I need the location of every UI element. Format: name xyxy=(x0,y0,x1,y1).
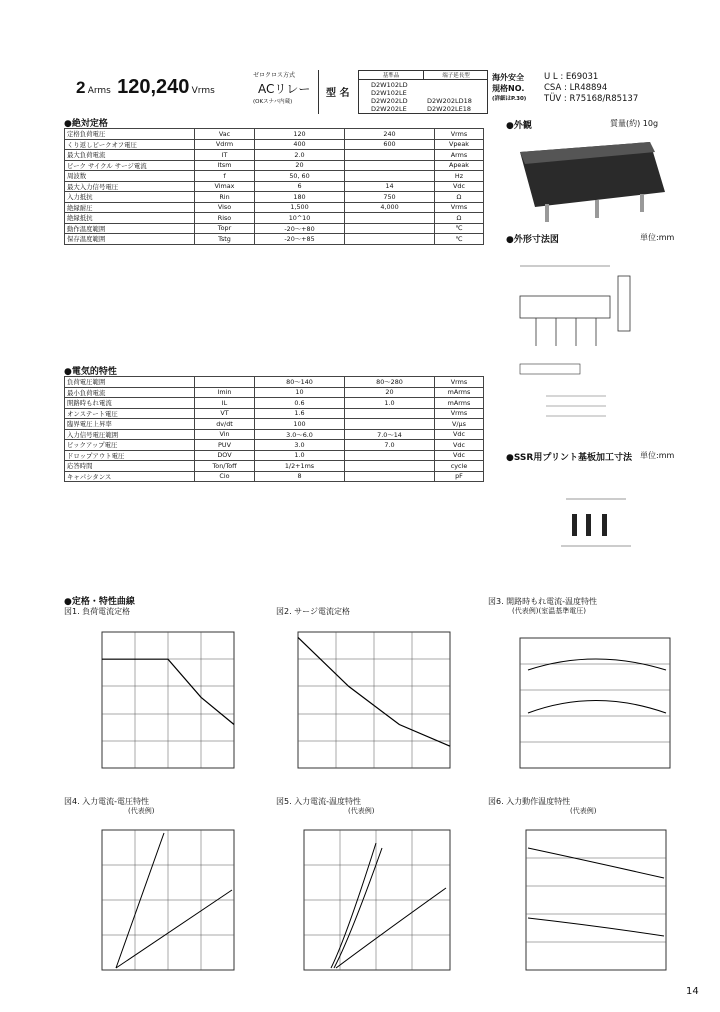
pin xyxy=(545,204,549,222)
pin xyxy=(595,200,599,218)
cell xyxy=(345,419,435,430)
model-label: 型 名 xyxy=(326,88,350,99)
product-note: (OKスナバ内蔵) xyxy=(253,99,293,105)
electrical-table xyxy=(64,376,484,482)
cell: 8 xyxy=(255,471,345,482)
cell: DOV xyxy=(195,450,255,461)
cell: Rin xyxy=(195,192,255,203)
cell: 定格負荷電圧 xyxy=(65,129,195,140)
table-row xyxy=(65,129,484,140)
cell: 絶縁抵抗 xyxy=(65,213,195,224)
cell: 最大負荷電流 xyxy=(65,150,195,161)
safety-numbers xyxy=(544,72,638,105)
cell: 180 xyxy=(255,192,345,203)
table-row xyxy=(65,223,484,234)
gridlines xyxy=(102,632,234,768)
cell: Vdc xyxy=(435,450,484,461)
ul-number: U L : E69031 xyxy=(544,72,599,82)
current-unit: Arms xyxy=(87,86,111,96)
hole xyxy=(572,514,577,536)
cell: Tstg xyxy=(195,234,255,245)
graph1 xyxy=(64,618,244,783)
table-row xyxy=(65,171,484,182)
curve-upper xyxy=(528,659,666,670)
graph4 xyxy=(64,818,244,983)
table-row xyxy=(65,461,484,472)
cell: 動作温度範囲 xyxy=(65,223,195,234)
relay-photo xyxy=(500,132,670,227)
cell: 600 xyxy=(345,139,435,150)
cell: 最小負荷電流 xyxy=(65,387,195,398)
cell: Vrms xyxy=(435,129,484,140)
table-row xyxy=(65,213,484,224)
graph3-title: 図3. 開路時もれ電流-温度特性 xyxy=(488,597,598,606)
cell: f xyxy=(195,171,255,182)
col1-head: 基準品 xyxy=(359,71,424,80)
cell: IT xyxy=(195,150,255,161)
hole xyxy=(602,514,607,536)
tuv-number: TÜV : R75168/R85137 xyxy=(544,94,639,104)
model: D2W202LD18 xyxy=(427,97,472,105)
cell: 7.0～14 xyxy=(345,429,435,440)
cell: Vdc xyxy=(435,181,484,192)
side-outline xyxy=(618,276,630,331)
cell xyxy=(345,234,435,245)
cell: 6 xyxy=(255,181,345,192)
hole xyxy=(586,514,591,536)
table-row xyxy=(65,181,484,192)
cell: Vrms xyxy=(435,202,484,213)
cell: PUV xyxy=(195,440,255,451)
cell: dv/dt xyxy=(195,419,255,430)
cell: cycle xyxy=(435,461,484,472)
cell xyxy=(345,223,435,234)
table-row xyxy=(65,398,484,409)
cell: オンステート電圧 xyxy=(65,408,195,419)
graph5-title: 図5. 入力電流-温度特性 xyxy=(276,797,362,806)
cell xyxy=(345,171,435,182)
cell: Vac xyxy=(195,129,255,140)
cell: mArms xyxy=(435,387,484,398)
cell: VT xyxy=(195,408,255,419)
graphs-title: ●定格・特性曲線 xyxy=(64,597,135,607)
cell: 1.6 xyxy=(255,408,345,419)
table-row xyxy=(65,408,484,419)
cell: 負荷電圧範囲 xyxy=(65,377,195,388)
cell: 3.0～6.0 xyxy=(255,429,345,440)
cell xyxy=(345,450,435,461)
cell: 7.0 xyxy=(345,440,435,451)
cell: 100 xyxy=(255,419,345,430)
gridlines xyxy=(520,664,670,742)
dim-title: ●外形寸法図 xyxy=(506,235,559,245)
safety-sub: 規格NO. xyxy=(492,84,525,93)
cell: 開路時もれ電流 xyxy=(65,398,195,409)
graph3-sub: (代表例)(室温基準電圧) xyxy=(512,607,586,615)
cell: pF xyxy=(435,471,484,482)
dimension-drawing xyxy=(506,246,686,436)
safety-labels xyxy=(492,72,526,105)
table-row xyxy=(65,440,484,451)
table-row xyxy=(65,450,484,461)
cell: 4,000 xyxy=(345,202,435,213)
table-row xyxy=(65,471,484,482)
cell: 最大入力信号電圧 xyxy=(65,181,195,192)
cell: 80～280 xyxy=(345,377,435,388)
graph6 xyxy=(488,818,678,983)
pcb-title: ●SSR用プリント基板加工寸法 xyxy=(506,453,632,463)
cell: ピックアップ電圧 xyxy=(65,440,195,451)
cell xyxy=(195,377,255,388)
graph2-title: 図2. サージ電流定格 xyxy=(276,607,351,616)
cell: 14 xyxy=(345,181,435,192)
graph6-sub: (代表例) xyxy=(570,807,597,815)
cell: 入力信号電圧範囲 xyxy=(65,429,195,440)
product-name: ACリレー xyxy=(258,82,311,96)
cell: 1.0 xyxy=(255,450,345,461)
graph5-sub: (代表例) xyxy=(348,807,375,815)
cell: -20～+80 xyxy=(255,223,345,234)
plot-frame xyxy=(526,830,666,970)
cell: 保存温度範囲 xyxy=(65,234,195,245)
cell: 0.6 xyxy=(255,398,345,409)
cell: Vrms xyxy=(435,408,484,419)
cell: 2.0 xyxy=(255,150,345,161)
graph2 xyxy=(276,618,456,783)
table-row xyxy=(65,429,484,440)
model: D2W102LE xyxy=(371,89,407,97)
cell: mArms xyxy=(435,398,484,409)
page-number: 14 xyxy=(686,986,699,997)
csa-number: CSA : LR48894 xyxy=(544,83,608,93)
curve-a xyxy=(331,843,376,968)
curve-dropout xyxy=(528,918,664,936)
cell: Vin xyxy=(195,429,255,440)
table-row xyxy=(65,139,484,150)
model-table xyxy=(358,70,488,114)
cell: 10^10 xyxy=(255,213,345,224)
safety-note: (詳細はP.30) xyxy=(492,96,527,102)
electrical-title: ●電気的特性 xyxy=(64,367,117,377)
cell xyxy=(345,461,435,472)
cell: V/μs xyxy=(435,419,484,430)
gridlines xyxy=(298,632,450,768)
cell: Arms xyxy=(435,150,484,161)
cell: Vdrm xyxy=(195,139,255,150)
models-col2 xyxy=(427,97,472,113)
curve-high-r xyxy=(116,890,232,968)
cell: IL xyxy=(195,398,255,409)
cell: Topr xyxy=(195,223,255,234)
cell xyxy=(345,408,435,419)
table-row xyxy=(65,234,484,245)
cell: 240 xyxy=(345,129,435,140)
curve-low-r xyxy=(116,833,164,968)
dim-unit: 単位:mm xyxy=(640,233,675,242)
cell xyxy=(345,150,435,161)
cell: 周波数 xyxy=(65,171,195,182)
cell: Vdc xyxy=(435,429,484,440)
cell: Imin xyxy=(195,387,255,398)
table-row xyxy=(65,419,484,430)
graph1-title: 図1. 負荷電流定格 xyxy=(64,607,131,616)
cell: ℃ xyxy=(435,223,484,234)
col2-head: 端子延長型 xyxy=(424,71,488,80)
cell: 1.0 xyxy=(345,398,435,409)
pcb-unit: 単位:mm xyxy=(640,451,675,460)
pin xyxy=(640,194,644,212)
divider xyxy=(318,70,319,114)
cell: キャパシタンス xyxy=(65,471,195,482)
graph5 xyxy=(276,818,456,983)
header-subtitle: ゼロクロス方式 xyxy=(253,72,296,79)
current-value: 2 xyxy=(76,78,86,97)
gridlines xyxy=(526,858,666,942)
cell: Ω xyxy=(435,213,484,224)
graph3 xyxy=(488,618,678,783)
curve-lower xyxy=(528,701,666,714)
cell: 80～140 xyxy=(255,377,345,388)
cell: Hz xyxy=(435,171,484,182)
table-row xyxy=(65,387,484,398)
cell: Vpeak xyxy=(435,139,484,150)
model: D2W102LD xyxy=(371,81,408,89)
ratings-title: ●絶対定格 xyxy=(64,119,108,129)
cell: 10 xyxy=(255,387,345,398)
cell: 1,500 xyxy=(255,202,345,213)
graph4-title: 図4. 入力電流-電圧特性 xyxy=(64,797,150,806)
curve-b xyxy=(334,848,382,968)
bottom-outline xyxy=(520,364,580,374)
graph4-sub: (代表例) xyxy=(128,807,155,815)
model: D2W202LE xyxy=(371,105,407,113)
weight: 質量(約) 10g xyxy=(610,119,659,128)
graph6-title: 図6. 入力動作温度特性 xyxy=(488,797,571,806)
body-outline xyxy=(520,296,610,318)
model: D2W202LD xyxy=(371,97,408,105)
cell: 120 xyxy=(255,129,345,140)
cell: Ω xyxy=(435,192,484,203)
table-row xyxy=(65,192,484,203)
pcb-drawing xyxy=(506,464,676,564)
table-row xyxy=(65,150,484,161)
model: D2W202LE18 xyxy=(427,105,471,113)
table-row xyxy=(65,160,484,171)
table-row xyxy=(65,377,484,388)
cell: 応答時間 xyxy=(65,461,195,472)
cell xyxy=(345,213,435,224)
cell: 絶縁耐圧 xyxy=(65,202,195,213)
cell: -20～+85 xyxy=(255,234,345,245)
cell: 750 xyxy=(345,192,435,203)
cell: Vrms xyxy=(435,377,484,388)
cell: ℃ xyxy=(435,234,484,245)
gridlines xyxy=(304,830,450,970)
table-row xyxy=(65,202,484,213)
ratings-table xyxy=(64,128,484,245)
voltage-unit: Vrms xyxy=(191,86,215,96)
cell: Cio xyxy=(195,471,255,482)
cell: Riso xyxy=(195,213,255,224)
models-col1 xyxy=(371,81,408,113)
header-rating xyxy=(76,76,215,99)
cell: Apeak xyxy=(435,160,484,171)
safety-title: 海外安全 xyxy=(492,73,524,82)
cell xyxy=(345,160,435,171)
cell: Vimax xyxy=(195,181,255,192)
plot-frame xyxy=(520,638,670,768)
cell: くり返しピークオフ電圧 xyxy=(65,139,195,150)
outline-title: ●外観 xyxy=(506,121,532,131)
curve-pickup xyxy=(528,848,664,878)
cell: ドロップアウト電圧 xyxy=(65,450,195,461)
cell: ピーク サイクル サージ電流 xyxy=(65,160,195,171)
voltage-value: 120,240 xyxy=(117,76,190,98)
cell: Ton/Toff xyxy=(195,461,255,472)
cell: 50, 60 xyxy=(255,171,345,182)
cell: 入力抵抗 xyxy=(65,192,195,203)
cell: Vdc xyxy=(435,440,484,451)
cell xyxy=(345,471,435,482)
cell: 3.0 xyxy=(255,440,345,451)
cell: 20 xyxy=(345,387,435,398)
cell: 1/2+1ms xyxy=(255,461,345,472)
cell: Viso xyxy=(195,202,255,213)
cell: 20 xyxy=(255,160,345,171)
cell: 臨界電圧上昇率 xyxy=(65,419,195,430)
cell: Itsm xyxy=(195,160,255,171)
gridlines xyxy=(102,830,234,970)
cell: 400 xyxy=(255,139,345,150)
